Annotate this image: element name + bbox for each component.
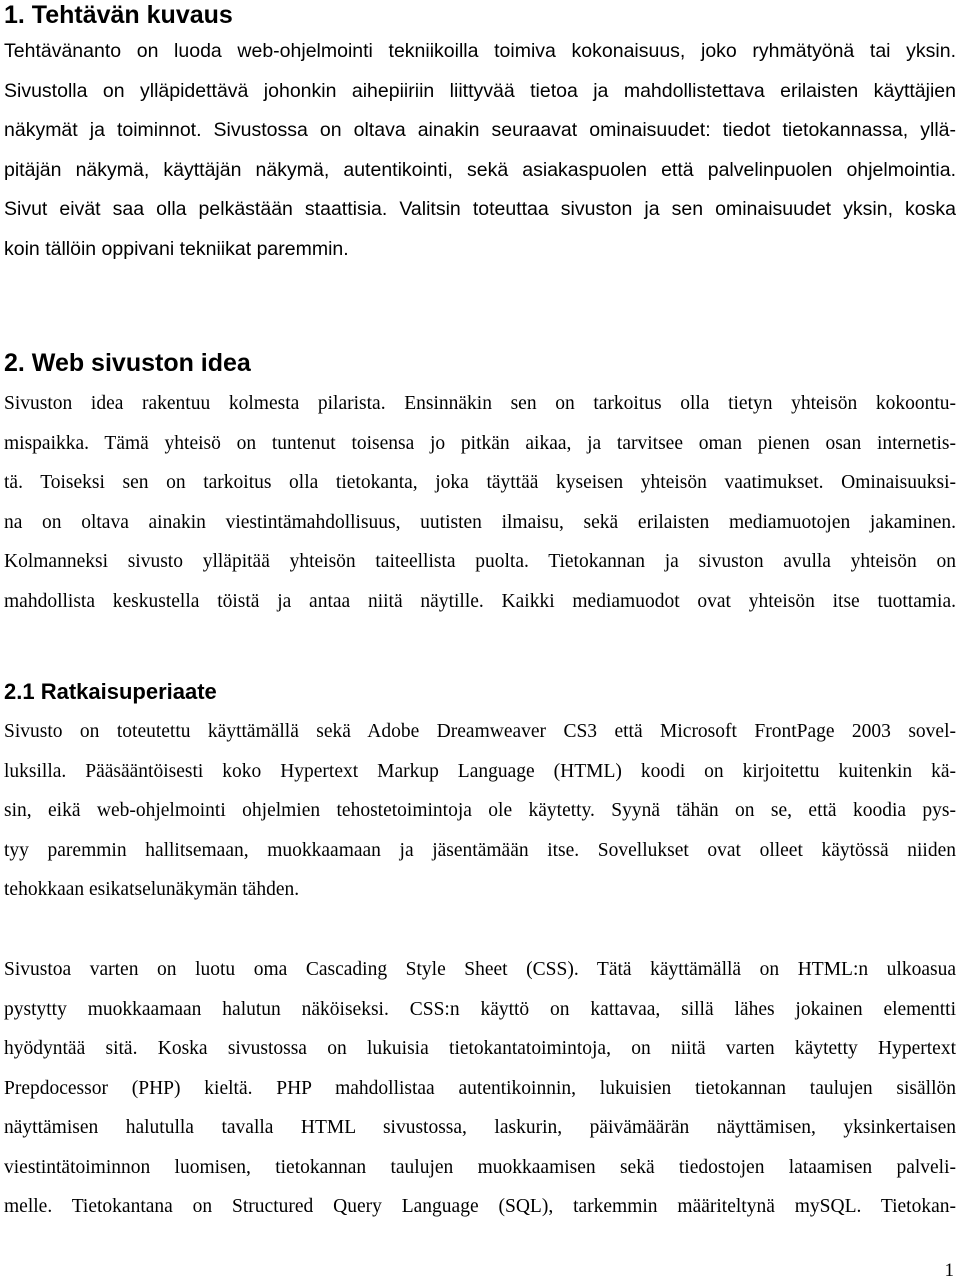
paragraph-web-sivuston-idea	[4, 384, 956, 621]
text-line: koin tällöin oppivani tekniikat paremmin.	[4, 237, 349, 260]
text-line: Prepdocessor (PHP) kieltä. PHP mahdollistaa autentikoinnin, lukuisien tietokannan taulujen sisällön	[4, 1077, 956, 1099]
text-line: na on oltava ainakin viestintämahdollisuus, uutisten ilmaisu, sekä erilaisten mediamuotojen jakaminen.	[4, 511, 956, 533]
text-line: tyy paremmin hallitsemaan, muokkaamaan ja jäsentämään itse. Sovellukset ovat olleet käytössä niiden	[4, 839, 956, 861]
text-line: pystytty muokkaamaan halutun näköiseksi. CSS:n käyttö on kattavaa, sillä lähes jokainen elementti	[4, 998, 956, 1020]
paragraph-tehtavan-kuvaus	[4, 32, 956, 269]
heading-ratkaisuperiaate: 2.1 Ratkaisuperiaate	[4, 679, 217, 704]
heading-web-sivuston-idea: 2. Web sivuston idea	[4, 349, 251, 377]
text-line: viestintätoiminnon luomisen, tietokannan taulujen muokkaamisen sekä tiedostojen lataamisen palveli-	[4, 1156, 956, 1178]
text-line: mispaikka. Tämä yhteisö on tuntenut toisensa jo pitkän aikaa, ja tarvitsee oman pienen osan internetis-	[4, 432, 956, 454]
text-line: pitäjän näkymä, käyttäjän näkymä, autentikointi, sekä asiakaspuolen että palvelinpuolen ohjelmointia.	[4, 158, 956, 181]
paragraph-ratkaisuperiaate-2	[4, 950, 956, 1227]
text-line: sin, eikä web-ohjelmointi ohjelmien tehostetoimintoja ole käytetty. Syynä tähän on se, että koodia pys-	[4, 800, 956, 821]
text-line: luksilla. Pääsääntöisesti koko Hypertext Markup Language (HTML) koodi on kirjoitettu kuitenkin kä-	[4, 760, 956, 782]
text-line: tehokkaan esikatselunäkymän tähden.	[4, 879, 300, 900]
text-line: Tehtävänanto on luoda web-ohjelmointi tekniikoilla toimiva kokonaisuus, joko ryhmätyönä tai yksin.	[4, 40, 956, 62]
text-line: Sivustoa varten on luotu oma Cascading Style Sheet (CSS). Tätä käyttämällä on HTML:n ulkoasua	[4, 959, 956, 980]
text-line: hyödyntää sitä. Koska sivustossa on lukuisia tietokantatoimintoja, on niitä varten käytetty Hypertext	[4, 1038, 956, 1059]
text-line: näyttämisen halutulla tavalla HTML sivustossa, laskurin, päivämäärän näyttämisen, yksinkertaisen	[4, 1117, 956, 1138]
paragraph-ratkaisuperiaate-1	[4, 712, 956, 910]
heading-tehtavan-kuvaus: 1. Tehtävän kuvaus	[4, 1, 233, 29]
text-line: Sivusto on toteutettu käyttämällä sekä Adobe Dreamweaver CS3 että Microsoft FrontPage 2003 sovel-	[4, 721, 956, 742]
text-line: Sivut eivät saa olla pelkästään staattisia. Valitsin toteuttaa sivuston ja sen ominaisuudet yksin, koska	[4, 198, 956, 220]
text-line: Sivuston idea rakentuu kolmesta pilarista. Ensinnäkin sen on tarkoitus olla tietyn yhteisön kokoontu-	[4, 393, 956, 414]
text-line: Sivustolla on ylläpidettävä johonkin aihepiiriin liittyvää tietoa ja mahdollistettava erilaisten käyttäjien	[4, 79, 956, 102]
text-line: tä. Toiseksi sen on tarkoitus olla tietokanta, joka täyttää kyseisen yhteisön vaatimukset. Ominaisuuksi-	[4, 472, 956, 493]
text-line: melle. Tietokantana on Structured Query Language (SQL), tarkemmin määriteltynä mySQL. Tietokan-	[4, 1196, 956, 1217]
page-number: 1	[944, 1260, 954, 1281]
text-line: mahdollista keskustella töistä ja antaa niitä näytille. Kaikki mediamuodot ovat yhteisön itse tuottamia.	[4, 590, 956, 612]
text-line: näkymät ja toiminnot. Sivustossa on oltava ainakin seuraavat ominaisuudet: tiedot tietokannassa, yllä-	[4, 119, 956, 141]
text-line: Kolmanneksi sivusto ylläpitää yhteisön taiteellista puolta. Tietokannan ja sivuston avulla yhteisön on	[4, 551, 956, 572]
